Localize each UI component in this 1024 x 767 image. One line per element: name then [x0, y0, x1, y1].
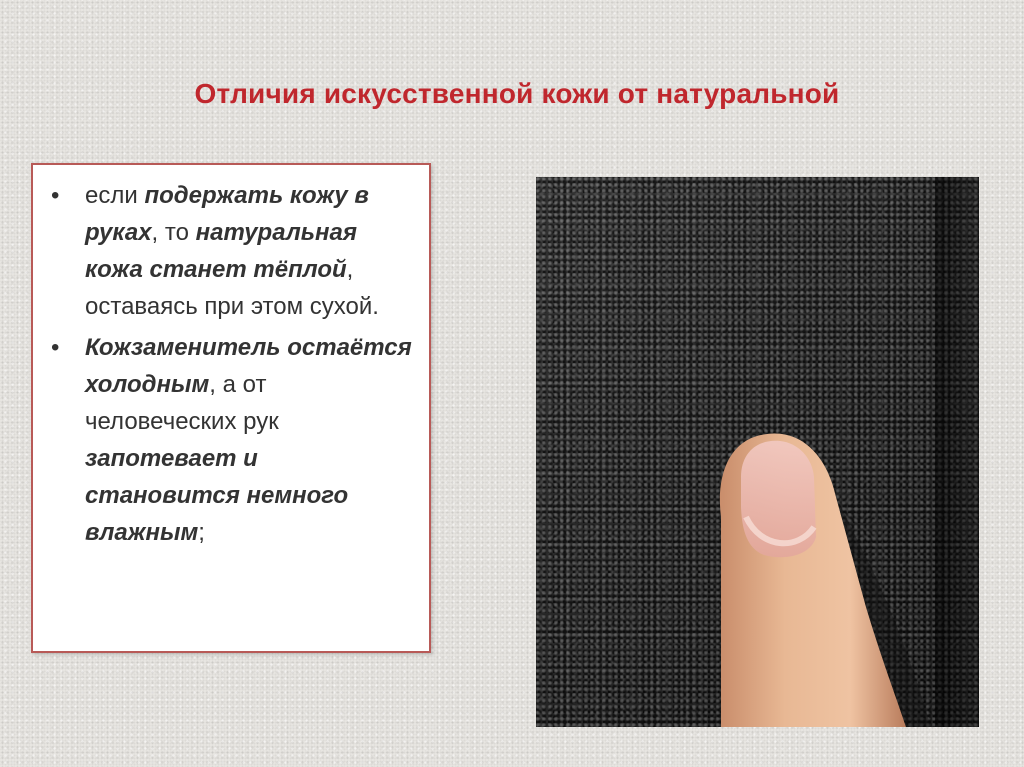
- bullet-1-text-run: если: [85, 182, 145, 209]
- leather-photo: [536, 177, 979, 727]
- bullet-1-text-run: , оставаясь при этом сухой.: [85, 256, 379, 320]
- bullet-2-emphasis-run: Кожзаменитель остаётся холодным: [85, 334, 412, 398]
- bullet-1-emphasis-run: натуральная кожа станет тёплой: [85, 219, 358, 283]
- bullet-2-text-run: , а от человеческих рук: [85, 371, 279, 435]
- bullet-1-emphasis-run: подержать кожу в руках: [85, 182, 369, 246]
- bullet-marker: •: [51, 182, 60, 209]
- slide-title: Отличия искусственной кожи от натуральной: [194, 78, 840, 109]
- bullet-marker: •: [51, 334, 60, 361]
- bullet-2-emphasis-run: запотевает и становится немного влажным: [85, 445, 349, 546]
- bullet-item-2: [47, 329, 413, 551]
- finger-illustration: [536, 177, 979, 727]
- bullet-item-1: [47, 177, 413, 325]
- bullet-list: [33, 165, 429, 551]
- text-box: [31, 163, 431, 653]
- bullet-1-text-run: , то: [151, 219, 196, 246]
- bullet-2-text-run: ;: [198, 519, 205, 546]
